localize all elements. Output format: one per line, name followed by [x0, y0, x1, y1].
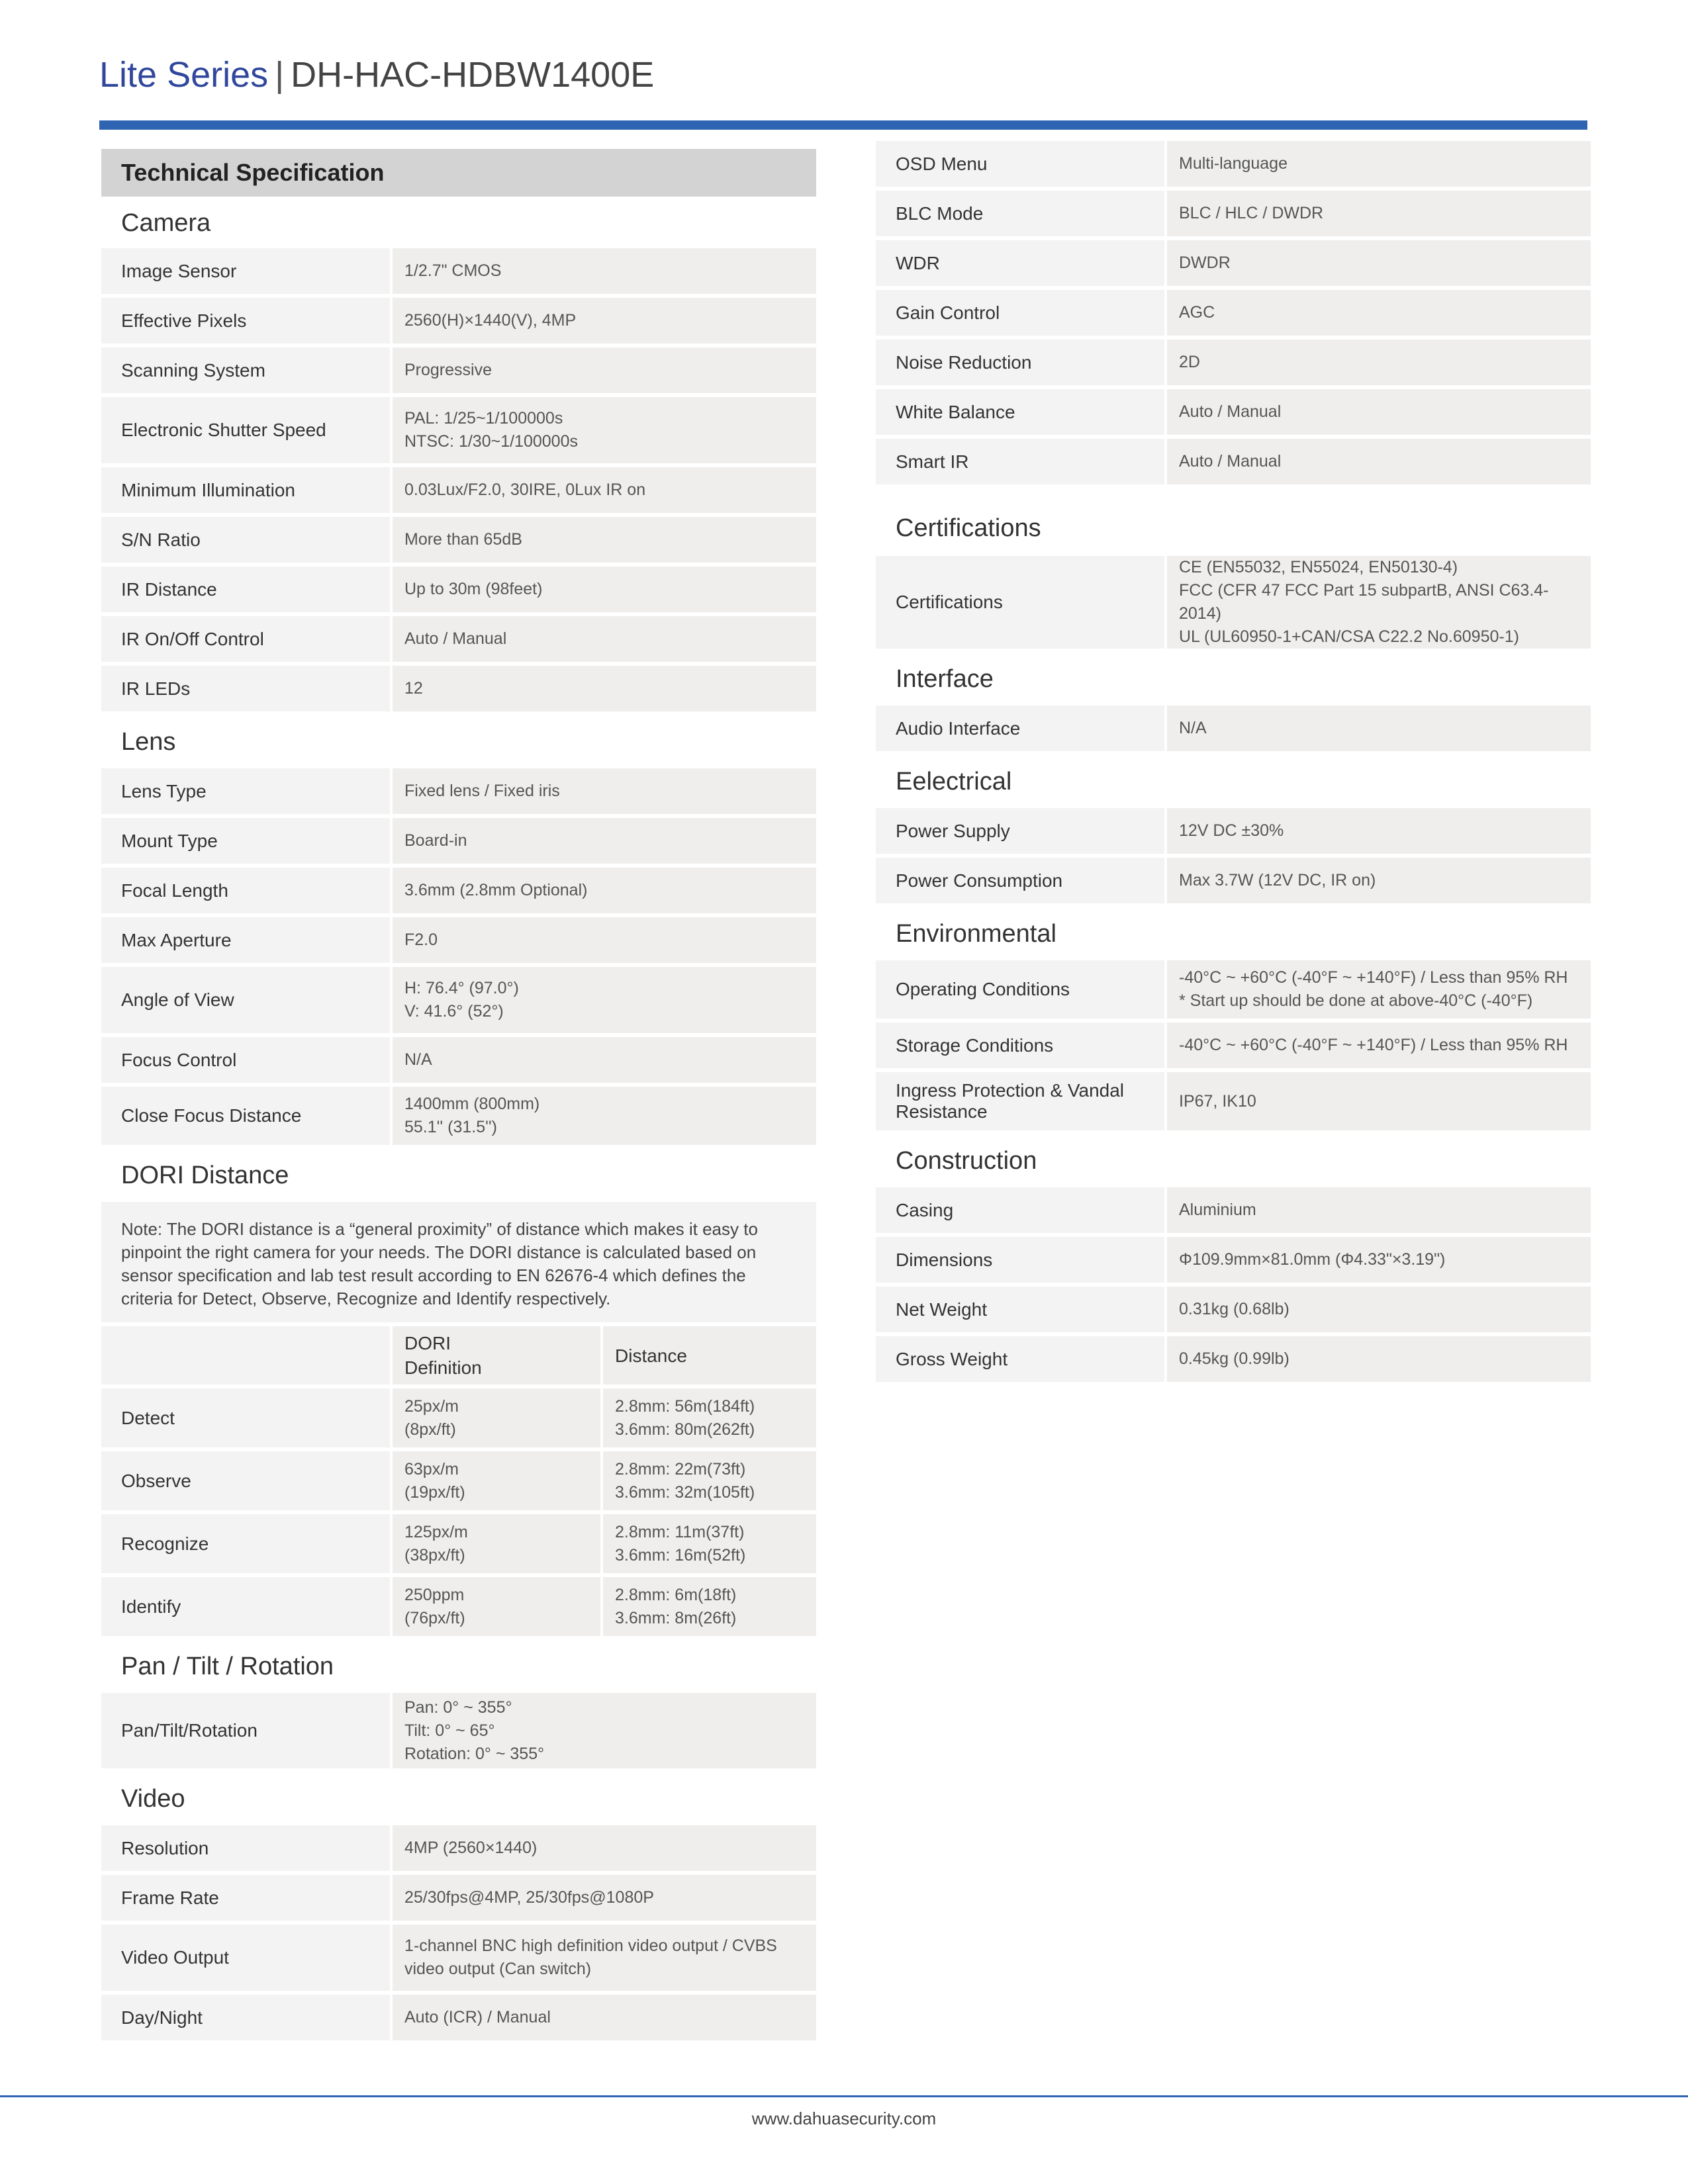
series-title: Lite Series	[99, 55, 269, 95]
spec-row	[101, 567, 816, 612]
spec-row	[101, 666, 816, 711]
spec-row	[101, 1925, 816, 1991]
spec-row	[101, 967, 816, 1033]
spec-label: Resolution	[101, 1825, 390, 1871]
construction-table	[876, 1187, 1591, 1382]
spec-row	[876, 1336, 1591, 1382]
spec-value: 3.6mm (2.8mm Optional)	[393, 868, 816, 913]
spec-value: -40°C ~ +60°C (-40°F ~ +140°F) / Less than 95% RH	[1167, 1023, 1591, 1068]
spec-value: DWDR	[1167, 240, 1591, 286]
spec-row	[101, 397, 816, 463]
spec-label: Focus Control	[101, 1037, 390, 1083]
spec-value: Φ109.9mm×81.0mm (Φ4.33"×3.19")	[1167, 1237, 1591, 1283]
title-separator: |	[275, 55, 285, 95]
section-title-certifications: Certifications	[896, 514, 1041, 542]
spec-value: -40°C ~ +60°C (-40°F ~ +140°F) / Less than 95% RH * Start up should be done at above-40°C (-40°F)	[1167, 960, 1591, 1019]
spec-row	[876, 340, 1591, 385]
spec-label: Pan/Tilt/Rotation	[101, 1693, 390, 1768]
spec-value: 1/2.7" CMOS	[393, 248, 816, 294]
spec-value: AGC	[1167, 290, 1591, 336]
spec-value: Progressive	[393, 347, 816, 393]
spec-label: Video Output	[101, 1925, 390, 1991]
dori-row	[101, 1388, 816, 1447]
section-title-dori: DORI Distance	[121, 1161, 289, 1189]
spec-label: Casing	[876, 1187, 1164, 1233]
spec-label: Gross Weight	[876, 1336, 1164, 1382]
spec-value: N/A	[1167, 705, 1591, 751]
spec-value: 2560(H)×1440(V), 4MP	[393, 298, 816, 343]
spec-label: Lens Type	[101, 768, 390, 814]
dori-distance: 2.8mm: 56m(184ft) 3.6mm: 80m(262ft)	[603, 1388, 816, 1447]
spec-label: Minimum Illumination	[101, 467, 390, 513]
section-title-video: Video	[121, 1785, 185, 1813]
video-table	[101, 1825, 816, 2040]
spec-value: 12	[393, 666, 816, 711]
dori-distance: 2.8mm: 22m(73ft) 3.6mm: 32m(105ft)	[603, 1451, 816, 1510]
spec-value: More than 65dB	[393, 517, 816, 563]
interface-table	[876, 705, 1591, 751]
spec-row	[876, 960, 1591, 1019]
spec-label: Focal Length	[101, 868, 390, 913]
spec-value: Max 3.7W (12V DC, IR on)	[1167, 858, 1591, 903]
spec-label: IR On/Off Control	[101, 616, 390, 662]
dori-header-row	[101, 1326, 816, 1385]
dori-definition: 250ppm (76px/ft)	[393, 1577, 600, 1636]
spec-row	[876, 858, 1591, 903]
spec-label: Electronic Shutter Speed	[101, 397, 390, 463]
spec-row	[101, 1875, 816, 1921]
spec-value: Auto / Manual	[1167, 439, 1591, 484]
section-title-pan-tilt: Pan / Tilt / Rotation	[121, 1653, 334, 1680]
dori-distance: 2.8mm: 11m(37ft) 3.6mm: 16m(52ft)	[603, 1514, 816, 1573]
spec-label: IR LEDs	[101, 666, 390, 711]
spec-label: White Balance	[876, 389, 1164, 435]
spec-value: 0.31kg (0.68lb)	[1167, 1287, 1591, 1332]
spec-row	[876, 556, 1591, 649]
dori-definition: 63px/m (19px/ft)	[393, 1451, 600, 1510]
spec-row	[876, 1287, 1591, 1332]
left-column	[101, 142, 816, 2044]
spec-row	[876, 1023, 1591, 1068]
spec-value: CE (EN55032, EN55024, EN50130-4) FCC (CFR 47 FCC Part 15 subpartB, ANSI C63.4-2014) UL (UL60950-1+CAN/CSA C22.2 No.60950-1)	[1167, 556, 1591, 649]
spec-value: Auto (ICR) / Manual	[393, 1995, 816, 2040]
spec-row	[876, 1237, 1591, 1283]
spec-label: Smart IR	[876, 439, 1164, 484]
spec-label: Ingress Protection & Vandal Resistance	[876, 1072, 1164, 1130]
spec-label: Audio Interface	[876, 705, 1164, 751]
spec-value: BLC / HLC / DWDR	[1167, 191, 1591, 236]
spec-label: Close Focus Distance	[101, 1087, 390, 1145]
dori-definition: 125px/m (38px/ft)	[393, 1514, 600, 1573]
spec-label: WDR	[876, 240, 1164, 286]
spec-row	[101, 818, 816, 864]
spec-row	[101, 1037, 816, 1083]
spec-label: Storage Conditions	[876, 1023, 1164, 1068]
spec-row	[876, 1187, 1591, 1233]
footer-url[interactable]: www.dahuasecurity.com	[751, 2109, 937, 2128]
spec-row	[101, 768, 816, 814]
spec-value: Multi-language	[1167, 141, 1591, 187]
section-title-electrical: Eelectrical	[896, 768, 1012, 796]
spec-row	[101, 616, 816, 662]
spec-row	[101, 1693, 816, 1768]
video-continued-table	[876, 141, 1591, 484]
spec-row	[101, 347, 816, 393]
spec-row	[101, 467, 816, 513]
spec-value: PAL: 1/25~1/100000s NTSC: 1/30~1/100000s	[393, 397, 816, 463]
spec-value: 25/30fps@4MP, 25/30fps@1080P	[393, 1875, 816, 1921]
spec-label: Scanning System	[101, 347, 390, 393]
spec-label: Certifications	[876, 556, 1164, 649]
dori-header-distance: Distance	[603, 1326, 816, 1385]
dori-distance: 2.8mm: 6m(18ft) 3.6mm: 8m(26ft)	[603, 1577, 816, 1636]
dori-table	[101, 1326, 816, 1636]
spec-value: Fixed lens / Fixed iris	[393, 768, 816, 814]
spec-value: Auto / Manual	[1167, 389, 1591, 435]
section-title-camera: Camera	[121, 209, 211, 237]
spec-label: Image Sensor	[101, 248, 390, 294]
spec-row	[101, 868, 816, 913]
header-rule	[99, 120, 1587, 130]
dori-label: Detect	[101, 1388, 390, 1447]
section-title-interface: Interface	[896, 665, 994, 693]
spec-label: Day/Night	[101, 1995, 390, 2040]
footer-rule	[0, 2095, 1688, 2097]
spec-label: IR Distance	[101, 567, 390, 612]
spec-value: Up to 30m (98feet)	[393, 567, 816, 612]
environmental-table	[876, 960, 1591, 1130]
spec-value: F2.0	[393, 917, 816, 963]
pan-table	[101, 1693, 816, 1768]
spec-row	[101, 298, 816, 343]
dori-row	[101, 1451, 816, 1510]
section-title-environmental: Environmental	[896, 920, 1056, 948]
dori-header-definition: DORI Definition	[393, 1326, 600, 1385]
spec-value: 12V DC ±30%	[1167, 808, 1591, 854]
spec-row	[876, 290, 1591, 336]
section-title-lens: Lens	[121, 728, 176, 756]
spec-label: Dimensions	[876, 1237, 1164, 1283]
spec-label: OSD Menu	[876, 141, 1164, 187]
spec-row	[876, 1072, 1591, 1130]
spec-row	[876, 191, 1591, 236]
dori-definition: 25px/m (8px/ft)	[393, 1388, 600, 1447]
spec-label: Effective Pixels	[101, 298, 390, 343]
spec-row	[876, 705, 1591, 751]
spec-label: Angle of View	[101, 967, 390, 1033]
dori-row	[101, 1577, 816, 1636]
spec-label: Frame Rate	[101, 1875, 390, 1921]
lens-table	[101, 768, 816, 1145]
spec-row	[876, 141, 1591, 187]
spec-value: 0.45kg (0.99lb)	[1167, 1336, 1591, 1382]
spec-value: Aluminium	[1167, 1187, 1591, 1233]
spec-label: Max Aperture	[101, 917, 390, 963]
spec-row	[876, 240, 1591, 286]
spec-value: 2D	[1167, 340, 1591, 385]
spec-value: 0.03Lux/F2.0, 30IRE, 0Lux IR on	[393, 467, 816, 513]
spec-label: BLC Mode	[876, 191, 1164, 236]
section-title-construction: Construction	[896, 1147, 1037, 1175]
spec-label: S/N Ratio	[101, 517, 390, 563]
model-title: DH-HAC-HDBW1400E	[291, 55, 655, 95]
spec-row	[101, 1825, 816, 1871]
spec-label: Power Consumption	[876, 858, 1164, 903]
spec-value: 1-channel BNC high definition video output / CVBS video output (Can switch)	[393, 1925, 816, 1991]
certifications-table	[876, 556, 1591, 649]
right-column	[876, 141, 1591, 1386]
spec-value: 1400mm (800mm) 55.1'' (31.5'')	[393, 1087, 816, 1145]
spec-value: IP67, IK10	[1167, 1072, 1591, 1130]
spec-label: Operating Conditions	[876, 960, 1164, 1019]
spec-row	[101, 517, 816, 563]
dori-label: Observe	[101, 1451, 390, 1510]
dori-row	[101, 1514, 816, 1573]
spec-label: Power Supply	[876, 808, 1164, 854]
spec-row	[876, 389, 1591, 435]
dori-label: Identify	[101, 1577, 390, 1636]
spec-value: Board-in	[393, 818, 816, 864]
document-header	[99, 52, 654, 98]
spec-row	[101, 248, 816, 294]
spec-row	[101, 1087, 816, 1145]
camera-table	[101, 248, 816, 711]
spec-row	[876, 808, 1591, 854]
dori-header-blank	[101, 1326, 390, 1385]
spec-label: Mount Type	[101, 818, 390, 864]
electrical-table	[876, 808, 1591, 903]
spec-value: H: 76.4° (97.0°) V: 41.6° (52°)	[393, 967, 816, 1033]
spec-row	[876, 439, 1591, 484]
spec-label: Gain Control	[876, 290, 1164, 336]
spec-row	[101, 917, 816, 963]
spec-label: Net Weight	[876, 1287, 1164, 1332]
spec-value: 4MP (2560×1440)	[393, 1825, 816, 1871]
dori-note: Note: The DORI distance is a “general proximity” of distance which makes it easy to pinpoint the right camera for your needs. The DORI distance is calculated based on sensor specification and lab test result according to EN 62676-4 which defines the criteria for Detect, Observe, Recognize and Identify respectively.	[101, 1202, 816, 1322]
spec-title: Technical Specification	[101, 149, 816, 197]
dori-label: Recognize	[101, 1514, 390, 1573]
spec-value: N/A	[393, 1037, 816, 1083]
spec-row	[101, 1995, 816, 2040]
spec-label: Noise Reduction	[876, 340, 1164, 385]
spec-value: Auto / Manual	[393, 616, 816, 662]
spec-value: Pan: 0° ~ 355° Tilt: 0° ~ 65° Rotation: 0° ~ 355°	[393, 1693, 816, 1768]
